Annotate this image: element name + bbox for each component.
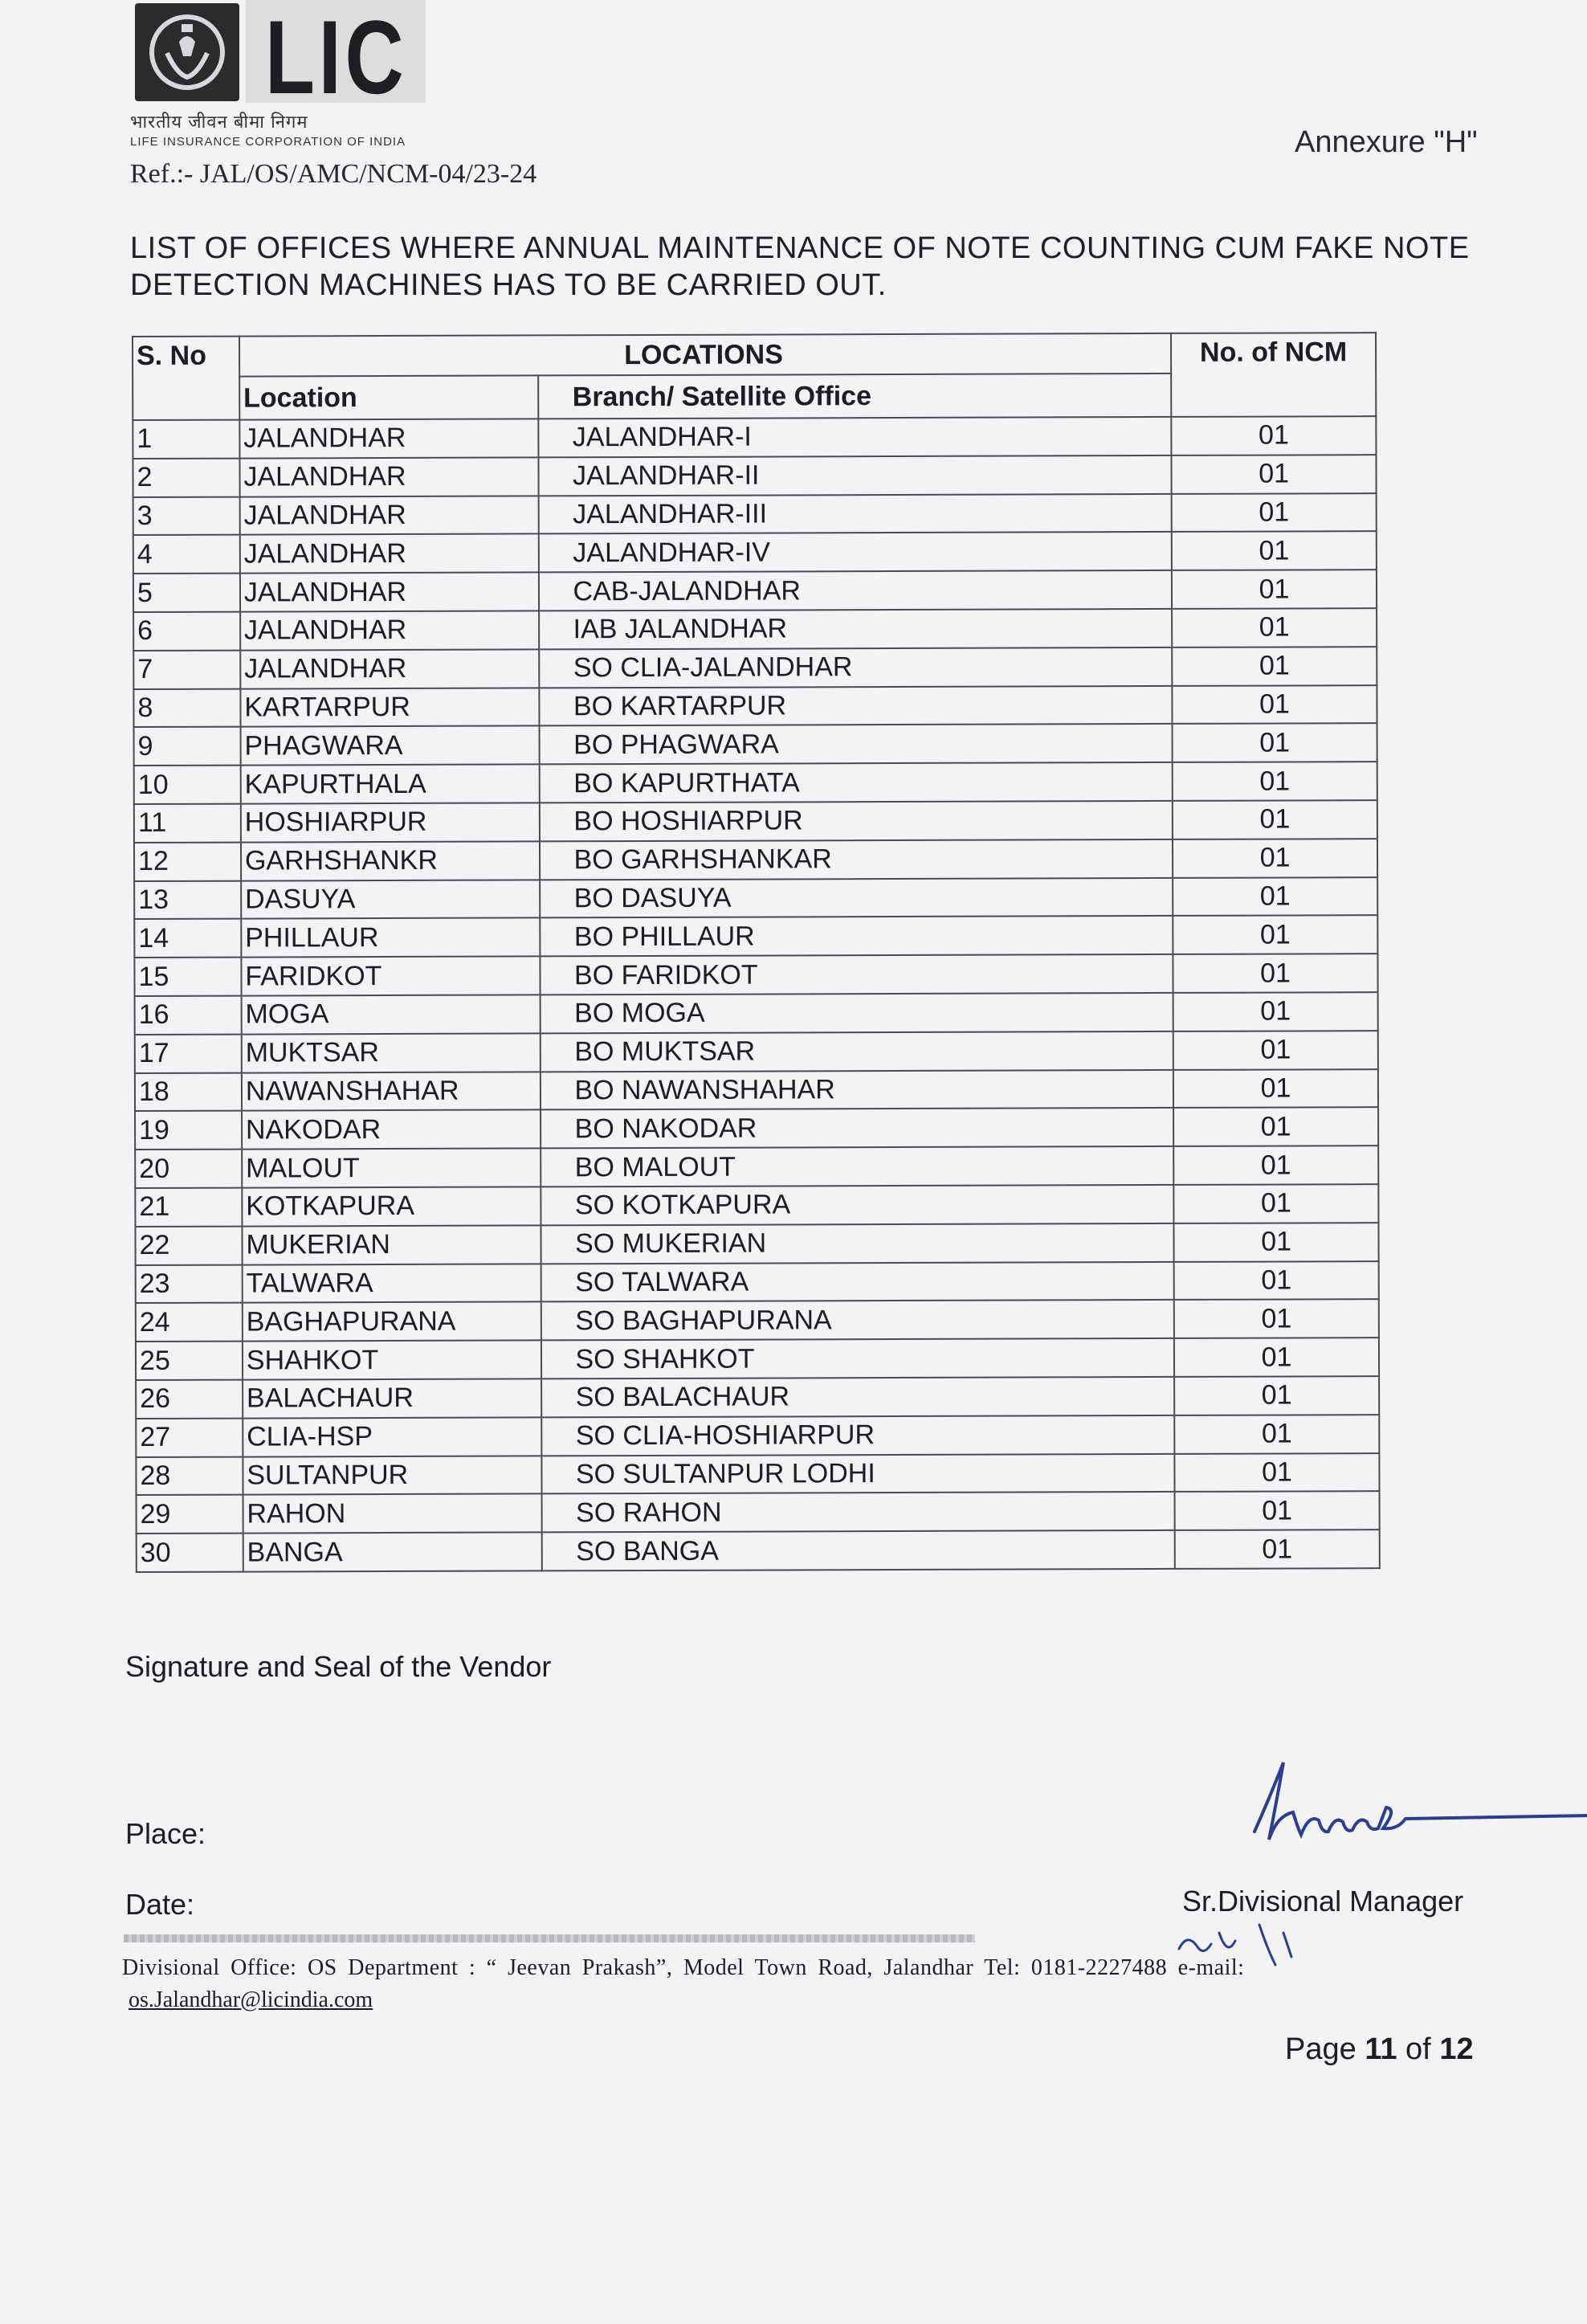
table-row <box>136 1299 1379 1342</box>
table-row <box>134 762 1377 804</box>
table-row <box>134 839 1377 881</box>
table-row <box>134 915 1377 958</box>
cell-sno: 7 <box>133 650 240 688</box>
table-row <box>135 992 1378 1035</box>
table-row <box>133 416 1376 459</box>
page-current: 11 <box>1365 2032 1397 2066</box>
cell-sno: 24 <box>136 1303 243 1342</box>
cell-sno: 22 <box>135 1226 242 1264</box>
cell-ncm: 01 <box>1174 1223 1379 1262</box>
cell-ncm: 01 <box>1175 1530 1380 1569</box>
cell-ncm: 01 <box>1173 1146 1378 1185</box>
cell-location: NAKODAR <box>242 1110 541 1150</box>
cell-sno: 1 <box>133 420 239 459</box>
cell-ncm: 01 <box>1174 1453 1379 1493</box>
cell-location: MALOUT <box>242 1149 541 1188</box>
table-row <box>134 877 1377 920</box>
cell-location: SULTANPUR <box>243 1456 541 1495</box>
cell-branch: SO CLIA-HOSHIARPUR <box>541 1415 1175 1456</box>
cell-sno: 26 <box>136 1379 243 1418</box>
cell-branch: BO PHILLAUR <box>540 916 1173 956</box>
reference-number: Ref.:- JAL/OS/AMC/NCM-04/23-24 <box>130 159 537 189</box>
cell-sno: 27 <box>136 1418 243 1456</box>
cell-location: KAPURTHALA <box>241 765 540 804</box>
header-locations: LOCATIONS <box>239 333 1171 377</box>
cell-ncm: 01 <box>1172 570 1377 609</box>
footer-divider <box>124 1934 975 1942</box>
page-number <box>1285 2032 1474 2067</box>
cell-sno: 10 <box>134 766 241 804</box>
cell-ncm: 01 <box>1173 1107 1378 1146</box>
cell-location: CLIA-HSP <box>243 1417 541 1456</box>
table-row <box>135 1031 1378 1073</box>
cell-branch: SO BAGHAPURANA <box>541 1300 1174 1340</box>
cell-sno: 14 <box>134 919 241 958</box>
cell-sno: 16 <box>135 996 242 1035</box>
cell-sno: 28 <box>136 1456 243 1495</box>
cell-branch: BO HOSHIARPUR <box>539 801 1173 841</box>
table-row <box>133 570 1377 612</box>
cell-location: DASUYA <box>241 880 540 919</box>
cell-branch: BO GARHSHANKAR <box>539 839 1173 880</box>
logo-english-text: LIFE INSURANCE CORPORATION OF INDIA <box>130 135 406 149</box>
cell-ncm: 01 <box>1174 1415 1379 1454</box>
page-total: 12 <box>1439 2032 1474 2066</box>
table-row <box>135 1223 1378 1265</box>
cell-branch: SO TALWARA <box>541 1261 1174 1301</box>
cell-sno: 18 <box>135 1072 242 1111</box>
cell-ncm: 01 <box>1175 1491 1380 1530</box>
table-row <box>133 532 1377 574</box>
document-heading: LIST OF OFFICES WHERE ANNUAL MAINTENANCE OF NOTE COUNTING CUM FAKE NOTE DETECTION MACHINES HAS TO BE CARRIED OUT. <box>130 231 1470 302</box>
cell-sno: 11 <box>134 804 241 843</box>
cell-ncm: 01 <box>1171 416 1376 455</box>
cell-location: PHAGWARA <box>240 726 539 766</box>
table-row <box>136 1376 1379 1419</box>
table-row <box>134 954 1377 996</box>
manager-signature <box>1245 1751 1587 1880</box>
cell-ncm: 01 <box>1174 1261 1379 1301</box>
cell-location: RAHON <box>243 1494 541 1534</box>
cell-location: BALACHAUR <box>243 1378 541 1418</box>
cell-location: NAWANSHAHAR <box>242 1072 541 1111</box>
cell-location: HOSHIARPUR <box>241 803 540 842</box>
cell-location: JALANDHAR <box>240 649 539 688</box>
manager-designation: Sr.Divisional Manager <box>1182 1885 1464 1918</box>
cell-location: BAGHAPURANA <box>243 1302 541 1342</box>
cell-ncm: 01 <box>1173 915 1377 954</box>
cell-branch: BO MOGA <box>540 993 1173 1033</box>
cell-location: TALWARA <box>242 1264 541 1303</box>
cell-sno: 4 <box>133 535 240 574</box>
cell-ncm: 01 <box>1173 1069 1378 1109</box>
cell-location: JALANDHAR <box>239 496 538 535</box>
cell-ncm: 01 <box>1174 1338 1379 1377</box>
cell-sno: 17 <box>135 1034 242 1072</box>
table-row <box>136 1338 1379 1380</box>
table-row <box>135 1107 1378 1150</box>
cell-branch: BO DASUYA <box>540 877 1173 917</box>
cell-location: FARIDKOT <box>241 957 540 996</box>
cell-location: KOTKAPURA <box>242 1187 541 1226</box>
cell-location: JALANDHAR <box>239 419 538 458</box>
cell-location: BANGA <box>243 1533 542 1572</box>
cell-sno: 15 <box>134 958 241 996</box>
table-row <box>136 1415 1379 1457</box>
cell-branch: BO NAWANSHAHAR <box>540 1069 1173 1109</box>
cell-location: JALANDHAR <box>240 573 539 612</box>
header-sno: S. No <box>133 337 239 420</box>
cell-branch: SO SHAHKOT <box>541 1338 1174 1378</box>
table-row <box>133 685 1377 728</box>
cell-branch: BO PHAGWARA <box>539 724 1173 764</box>
cell-location: JALANDHAR <box>240 534 539 574</box>
footer-email-link[interactable]: os.Jalandhar@licindia.com <box>129 1987 373 2012</box>
cell-branch: BO MUKTSAR <box>540 1031 1173 1072</box>
offices-table <box>132 332 1381 1573</box>
vendor-signature-label: Signature and Seal of the Vendor <box>125 1650 552 1683</box>
cell-branch: CAB-JALANDHAR <box>538 570 1172 611</box>
cell-sno: 12 <box>134 842 241 880</box>
header-branch: Branch/ Satellite Office <box>538 374 1172 419</box>
cell-ncm: 01 <box>1172 685 1377 725</box>
table-row <box>133 455 1376 497</box>
table-row <box>135 1184 1378 1227</box>
lic-emblem-icon <box>135 3 239 101</box>
cell-sno: 3 <box>133 496 240 535</box>
cell-sno: 25 <box>136 1342 243 1380</box>
cell-location: MUKTSAR <box>242 1033 541 1072</box>
cell-branch: SO RAHON <box>541 1492 1175 1532</box>
footer-address: Divisional Office: OS Department : “ Jeevan Prakash”, Model Town Road, Jalandhar Tel: 0181-2227488 e-mail: <box>122 1955 1245 1980</box>
table-row <box>133 493 1377 536</box>
cell-branch: JALANDHAR-I <box>538 417 1172 457</box>
cell-sno: 29 <box>137 1495 243 1534</box>
cell-sno: 9 <box>134 727 241 766</box>
cell-ncm: 01 <box>1173 1184 1378 1223</box>
annexure-label: Annexure "H" <box>1295 125 1478 159</box>
header-location: Location <box>239 375 538 419</box>
table-row <box>134 724 1377 766</box>
cell-sno: 30 <box>137 1534 243 1572</box>
logo-wordmark: LIC <box>265 0 408 116</box>
table-header-row <box>133 333 1376 377</box>
cell-location: MOGA <box>241 995 540 1034</box>
table-row <box>137 1530 1380 1572</box>
page-of: of <box>1405 2032 1431 2066</box>
cell-branch: BO MALOUT <box>541 1146 1174 1187</box>
cell-ncm: 01 <box>1172 647 1377 686</box>
table-row <box>133 608 1377 651</box>
cell-sno: 21 <box>135 1188 242 1227</box>
cell-branch: BO KARTARPUR <box>539 686 1173 726</box>
cell-ncm: 01 <box>1173 1031 1378 1070</box>
cell-branch: JALANDHAR-IV <box>538 532 1172 572</box>
cell-sno: 6 <box>133 612 240 651</box>
table-row <box>136 1453 1379 1496</box>
cell-sno: 2 <box>133 458 239 496</box>
cell-branch: IAB JALANDHAR <box>539 609 1173 649</box>
cell-location: JALANDHAR <box>239 457 538 496</box>
cell-ncm: 01 <box>1172 455 1377 494</box>
cell-branch: BO NAKODAR <box>541 1108 1174 1148</box>
cell-ncm: 01 <box>1174 1376 1379 1415</box>
cell-ncm: 01 <box>1173 800 1377 839</box>
cell-ncm: 01 <box>1173 992 1378 1031</box>
cell-branch: BO KAPURTHATA <box>539 762 1173 803</box>
header-ncm: No. of NCM <box>1171 333 1376 417</box>
cell-ncm: 01 <box>1172 608 1377 647</box>
cell-branch: SO SULTANPUR LODHI <box>541 1453 1175 1493</box>
cell-ncm: 01 <box>1173 762 1377 801</box>
cell-ncm: 01 <box>1174 1299 1379 1338</box>
cell-sno: 19 <box>135 1111 242 1150</box>
cell-location: SHAHKOT <box>243 1341 541 1380</box>
lic-logo <box>129 0 429 116</box>
cell-ncm: 01 <box>1173 877 1377 917</box>
date-label: Date: <box>125 1888 195 1921</box>
cell-branch: JALANDHAR-II <box>538 455 1172 496</box>
table-row <box>133 647 1377 689</box>
cell-location: KARTARPUR <box>240 688 539 727</box>
cell-branch: SO BANGA <box>541 1530 1175 1570</box>
table-row <box>135 1146 1378 1188</box>
cell-branch: BO FARIDKOT <box>540 954 1173 995</box>
page-prefix: Page <box>1285 2032 1356 2066</box>
table-row <box>134 800 1377 843</box>
cell-branch: SO BALACHAUR <box>541 1377 1175 1417</box>
cell-location: MUKERIAN <box>242 1225 541 1264</box>
cell-location: GARHSHANKR <box>241 841 540 880</box>
cell-ncm: 01 <box>1172 493 1377 533</box>
table-row <box>135 1069 1378 1112</box>
cell-sno: 23 <box>136 1264 243 1303</box>
cell-ncm: 01 <box>1172 532 1377 571</box>
cell-branch: SO MUKERIAN <box>541 1223 1174 1264</box>
table-row <box>137 1491 1380 1534</box>
cell-sno: 5 <box>133 574 240 612</box>
cell-branch: SO CLIA-JALANDHAR <box>539 647 1173 688</box>
table-row <box>136 1261 1379 1304</box>
cell-branch: SO KOTKAPURA <box>541 1185 1174 1225</box>
logo-hindi-text: भारतीय जीवन बीमा निगम <box>130 112 308 132</box>
cell-location: JALANDHAR <box>240 611 539 650</box>
cell-branch: JALANDHAR-III <box>538 494 1172 534</box>
cell-sno: 13 <box>134 880 241 919</box>
cell-location: PHILLAUR <box>241 918 540 958</box>
cell-sno: 8 <box>133 688 240 727</box>
cell-sno: 20 <box>135 1150 242 1188</box>
cell-ncm: 01 <box>1173 839 1377 878</box>
cell-ncm: 01 <box>1173 724 1377 763</box>
place-label: Place: <box>125 1817 206 1850</box>
cell-ncm: 01 <box>1173 954 1377 993</box>
